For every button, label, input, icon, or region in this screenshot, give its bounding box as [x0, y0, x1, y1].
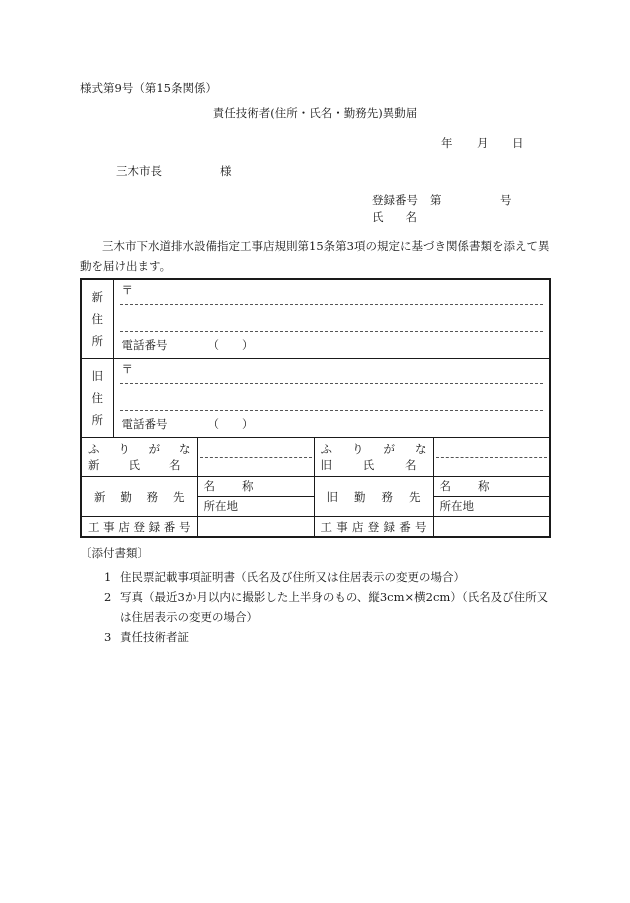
- list-item: 1 住民票記載事項証明書（氏名及び住所又は住居表示の変更の場合）: [104, 570, 465, 584]
- change-form-table: [80, 278, 551, 538]
- new-address-row: [81, 279, 550, 359]
- registration-label: 登録番号: [372, 193, 418, 207]
- applicant-name-label: 氏名: [372, 210, 439, 224]
- new-shop-reg-label: 工 事 店 登 録 番 号: [81, 517, 197, 538]
- old-workplace-label: 旧 勤 務 先: [314, 477, 433, 517]
- new-address-field[interactable]: [113, 279, 550, 359]
- addressee: 三木市長: [116, 164, 162, 178]
- body-text: 三木市下水道排水設備指定工事店規則第15条第3項の規定に基づき関係書類を添えて異動を届け出ます。: [80, 239, 550, 273]
- old-shop-reg-label: 工 事 店 登 録 番 号: [314, 517, 433, 538]
- date-month: 月: [477, 136, 489, 150]
- old-phone-paren: （ ）: [207, 417, 254, 431]
- old-postal-mark: 〒: [121, 362, 133, 376]
- new-address-label: 新 住 所: [81, 279, 113, 359]
- new-name-field[interactable]: [197, 438, 314, 477]
- new-phone-paren: （ ）: [207, 338, 254, 352]
- attachments-list: [104, 567, 554, 647]
- shop-registration-row: [81, 517, 550, 538]
- old-name-field[interactable]: [433, 438, 550, 477]
- registration-go: 号: [500, 193, 512, 207]
- attachments-heading: 〔添付書類〕: [80, 546, 149, 560]
- form-number: 様式第9号（第15条関係）: [80, 81, 217, 95]
- date-year: 年: [441, 136, 453, 150]
- old-workplace-field[interactable]: 名 称 所在地: [433, 477, 550, 517]
- date-day: 日: [512, 136, 524, 150]
- old-address-label: 旧 住 所: [81, 359, 113, 438]
- new-workplace-field[interactable]: 名 称 所在地: [197, 477, 314, 517]
- workplace-row: [81, 477, 550, 517]
- document-title: 責任技術者(住所・氏名・勤務先)異動届: [212, 106, 418, 120]
- new-postal-mark: 〒: [121, 283, 133, 297]
- new-shop-reg-field[interactable]: [197, 517, 314, 538]
- name-row: [81, 438, 550, 477]
- old-name-label: ふ り が な 旧 氏 名: [314, 438, 433, 477]
- old-address-field[interactable]: [113, 359, 550, 438]
- registration-dai: 第: [430, 193, 442, 207]
- addressee-honorific: 様: [220, 164, 232, 178]
- old-shop-reg-field[interactable]: [433, 517, 550, 538]
- new-phone-label: 電話番号: [121, 338, 168, 352]
- old-phone-label: 電話番号: [121, 417, 168, 431]
- list-item: 2 写真（最近3か月以内に撮影した上半身のもの、縦3cm×横2cm）（氏名及び住所又は住居表示の変更の場合）: [104, 590, 549, 624]
- list-item: 3 責任技術者証: [104, 630, 189, 644]
- new-workplace-label: 新 勤 務 先: [81, 477, 197, 517]
- new-name-label: ふ り が な 新 氏 名: [81, 438, 197, 477]
- old-address-row: [81, 359, 550, 438]
